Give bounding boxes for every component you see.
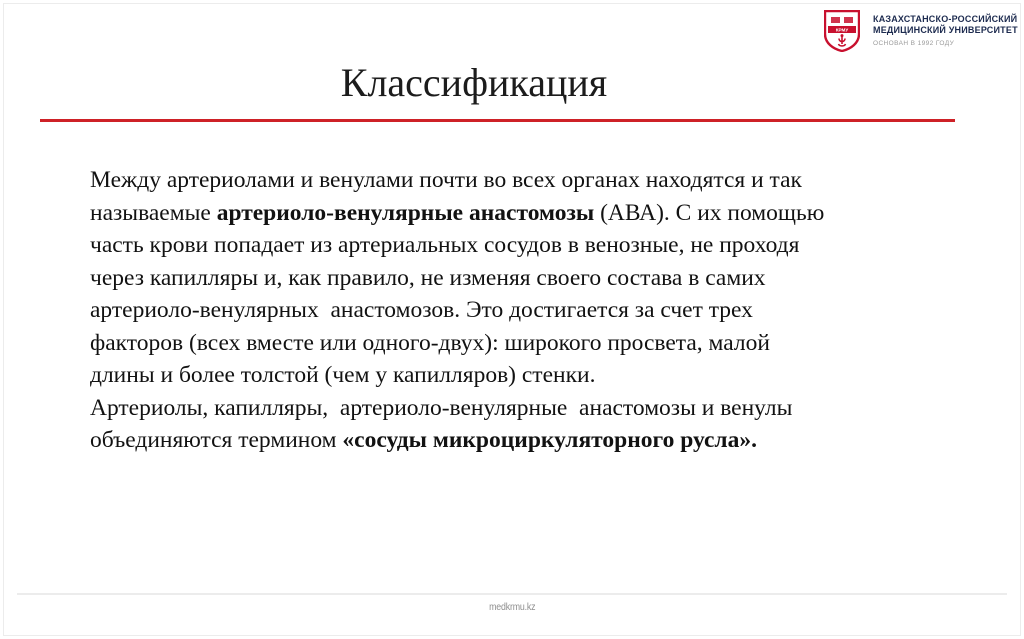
university-name-line1: КАЗАХСТАНСКО-РОССИЙСКИЙ bbox=[873, 14, 1018, 24]
title-row bbox=[0, 60, 948, 106]
footer-divider bbox=[17, 593, 1007, 595]
slide-title: Классификация bbox=[340, 60, 608, 105]
university-logo-text bbox=[873, 14, 1018, 48]
university-founded-text: ОСНОВАН В 1992 ГОДУ bbox=[873, 40, 955, 47]
body-line: называемые артериоло-венулярные анастомозы (АВА). С их помощью bbox=[90, 199, 825, 226]
university-shield-icon bbox=[824, 10, 860, 52]
body-paragraph bbox=[90, 164, 940, 457]
university-name-line2: МЕДИЦИНСКИЙ УНИВЕРСИТЕТ bbox=[873, 25, 1018, 35]
body-line: длины и более толстой (чем у капилляров) стенки. bbox=[90, 362, 596, 388]
body-line: Артериолы, капилляры, артериоло-венулярные анастомозы и венулы bbox=[90, 394, 793, 421]
body-line: артериоло-венулярных анастомозов. Это достигается за счет трех bbox=[90, 297, 753, 323]
title-underline-rule bbox=[40, 119, 955, 122]
footer-url bbox=[0, 602, 1024, 613]
university-logo bbox=[824, 9, 1018, 53]
body-line: факторов (всех вместе или одного-двух): широкого просвета, малой bbox=[90, 329, 770, 356]
body-line: объединяются термином «сосуды микроциркуляторного русла». bbox=[90, 427, 757, 453]
shield-label-text: КРМУ bbox=[835, 27, 849, 33]
footer-url-text: medkrmu.kz bbox=[488, 602, 536, 613]
body-line: Между артериолами и венулами почти во всех органах находятся и так bbox=[90, 167, 802, 193]
body-line: через капилляры и, как правило, не изменяя своего состава в самих bbox=[90, 264, 766, 291]
body-line: часть крови попадает из артериальных сосудов в венозные, не проходя bbox=[90, 232, 800, 258]
